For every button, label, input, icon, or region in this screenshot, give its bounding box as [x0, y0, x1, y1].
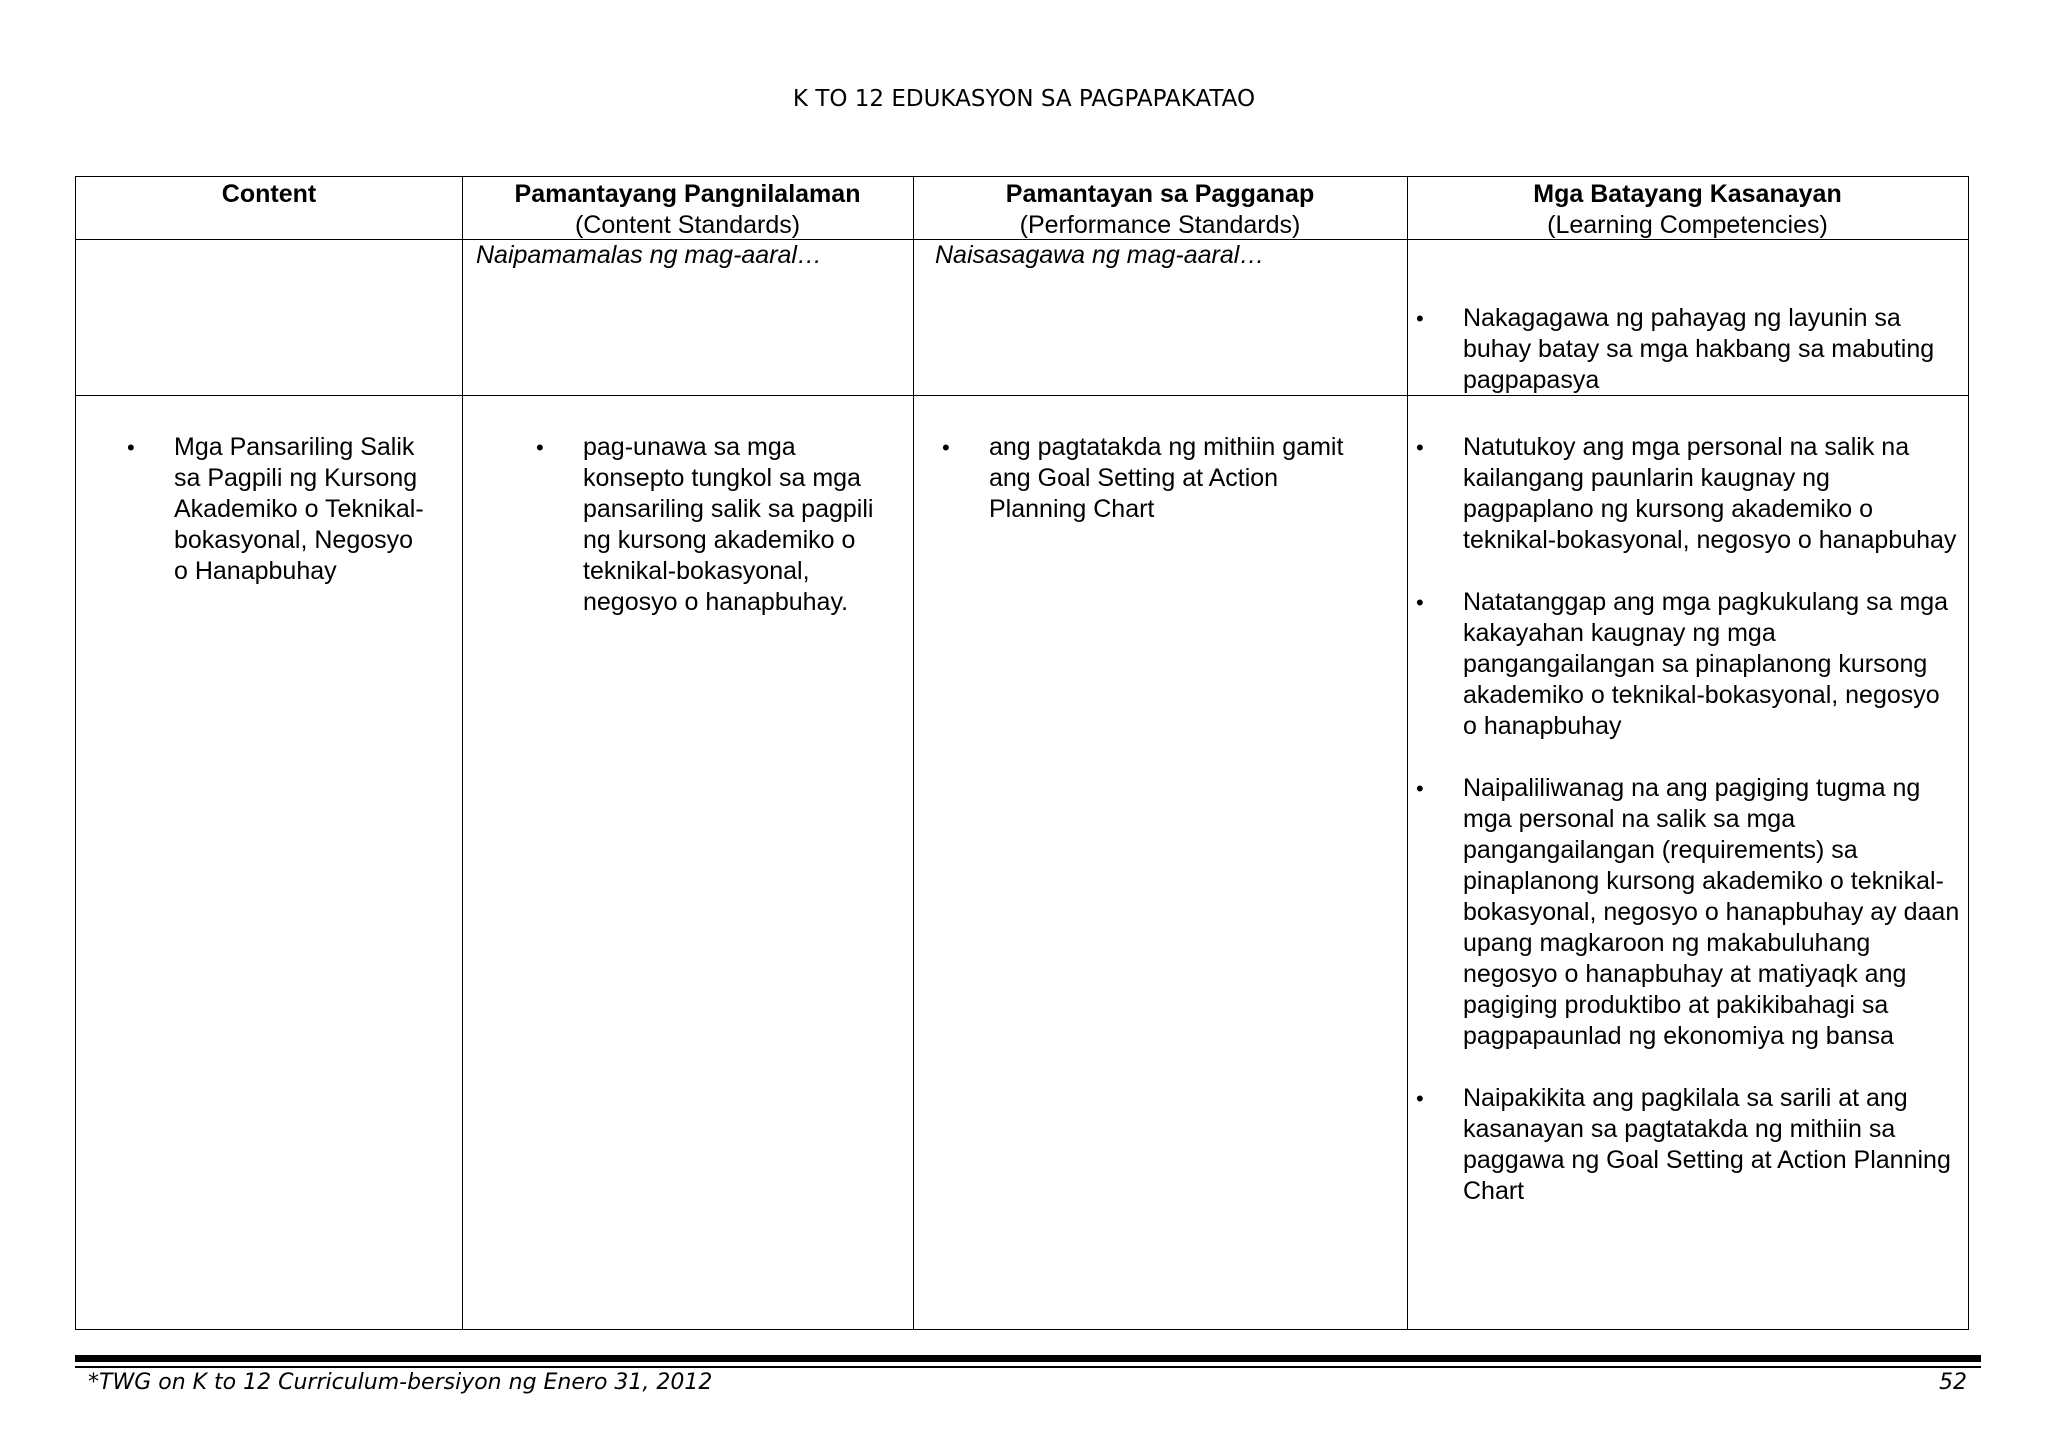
- header-title: Pamantayan sa Pagganap: [1005, 180, 1315, 208]
- competency-text: Natutukoy ang mga personal na salik na kailangang paunlarin kaugnay ng pagpaplano ng kursong akademiko o teknikal-bokasyonal, negosyo o hanapbuhay: [1463, 433, 1957, 554]
- bullet-icon: •: [1416, 306, 1424, 331]
- bullet-icon: •: [1416, 1086, 1424, 1111]
- list-item: [1410, 1083, 1960, 1207]
- header-content: [76, 179, 462, 210]
- competency-text: Naipakikita ang pagkilala sa sarili at ang kasanayan sa pagtatakda ng mithiin sa paggawa ng Goal Setting at Action Planning Chart: [1463, 1084, 1951, 1205]
- content-standards-text: pag-unawa sa mga konsepto tungkol sa mga pansariling salik sa pagpili ng kursong akademiko o teknikal-bokasyonal, negosyo o hanapbuhay.: [583, 433, 874, 616]
- competency-text: Naipaliliwanag na ang pagiging tugma ng mga personal na salik sa mga pangangailangan (requirements) sa pinaplanong kursong akademiko o teknikal-bokasyonal, negosyo o hanapbuhay ay daan upang magkaroon ng makabuluhang negosyo o hanapbuhay at matiyaqk ang pagiging produktibo at pakikibahagi sa pagpapaunlad ng ekonomiya ng bansa: [1463, 774, 1960, 1050]
- content-standards-lead: Naipamamalas ng mag-aaral…: [476, 241, 822, 269]
- row2-content-standards: [530, 432, 892, 618]
- list-item: [1410, 773, 1960, 1052]
- list-item: [1410, 587, 1960, 742]
- competency-text: Nakagagawa ng pahayag ng layunin sa buhay batay sa mga hakbang sa mabuting pagpapasya: [1463, 304, 1935, 394]
- header-learning-competencies: [1407, 179, 1968, 241]
- row2-performance-standards: [936, 432, 1381, 525]
- header-subtitle: (Performance Standards): [1019, 211, 1301, 239]
- footer-rule-thick: [75, 1355, 1981, 1362]
- page-number: 52: [1939, 1370, 1967, 1395]
- header-title: Pamantayang Pangnilalaman: [514, 180, 861, 208]
- header-performance-standards: [913, 179, 1407, 241]
- header-subtitle: (Learning Competencies): [1547, 211, 1828, 239]
- column-divider: [1407, 177, 1408, 1329]
- header-title: Mga Batayang Kasanayan: [1533, 180, 1842, 208]
- bullet-icon: •: [127, 435, 135, 460]
- row2-competencies: [1410, 432, 1960, 1207]
- footer-rule-thin: [75, 1366, 1981, 1368]
- bullet-icon: •: [1416, 776, 1424, 801]
- document-title: K TO 12 EDUKASYON SA PAGPAPAKATAO: [792, 86, 1256, 112]
- curriculum-table: [75, 176, 1969, 1330]
- list-item: [1410, 303, 1950, 396]
- performance-standards-lead: Naisasagawa ng mag-aaral…: [935, 241, 1265, 269]
- list-item: [121, 432, 426, 587]
- bullet-icon: •: [942, 435, 950, 460]
- competency-text: Natatanggap ang mga pagkukulang sa mga kakayahan kaugnay ng mga pangangailangan sa pinaplanong kursong akademiko o teknikal-bokasyonal, negosyo o hanapbuhay: [1463, 588, 1949, 740]
- bullet-icon: •: [1416, 590, 1424, 615]
- bullet-icon: •: [1416, 435, 1424, 460]
- row1-competencies: [1410, 303, 1950, 396]
- bullet-icon: •: [536, 435, 544, 460]
- list-item: [530, 432, 892, 618]
- content-text: Mga Pansariling Salik sa Pagpili ng Kursong Akademiko o Teknikal-bokasyonal, Negosyo o Hanapbuhay: [174, 433, 424, 585]
- footer-note: *TWG on K to 12 Curriculum-bersiyon ng Enero 31, 2012: [88, 1370, 713, 1395]
- column-divider: [462, 177, 463, 1329]
- row2-content: [121, 432, 426, 587]
- header-subtitle: (Content Standards): [574, 211, 801, 239]
- header-title: Content: [221, 180, 317, 208]
- header-content-standards: [462, 179, 913, 241]
- performance-standards-text: ang pagtatakda ng mithiin gamit ang Goal Setting at Action Planning Chart: [989, 433, 1344, 523]
- list-item: [1410, 432, 1960, 556]
- list-item: [936, 432, 1381, 525]
- column-divider: [913, 177, 914, 1329]
